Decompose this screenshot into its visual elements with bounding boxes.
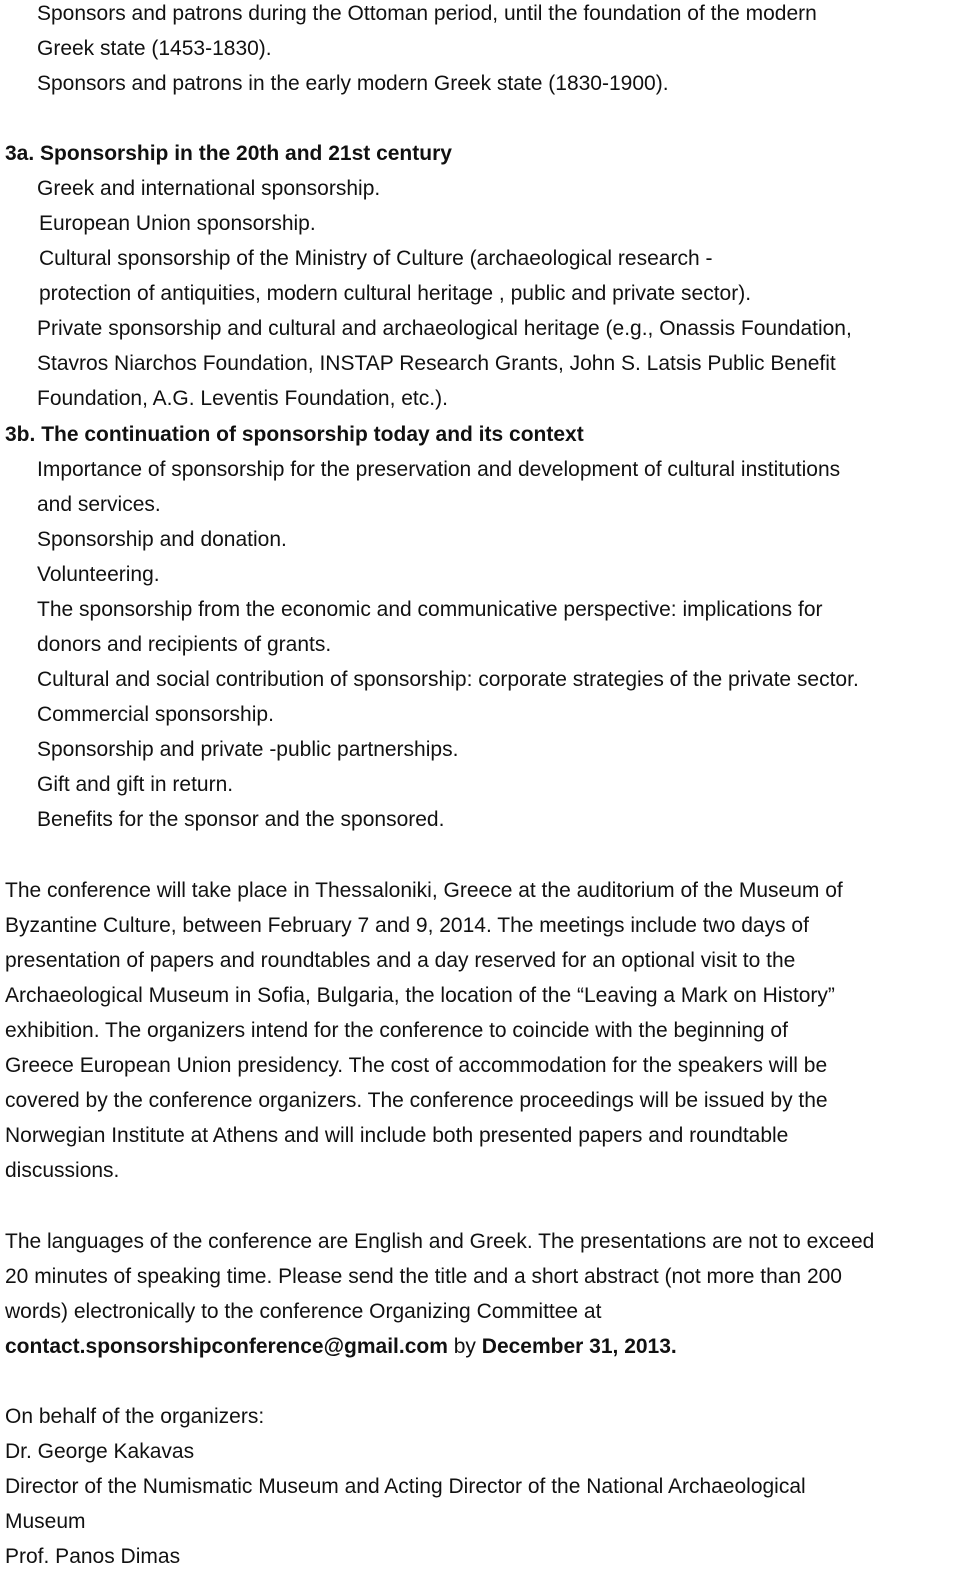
conference-info-line: discussions. [5,1159,120,1182]
section-3b-label: 3b. [5,423,36,446]
section-3a-item: European Union sponsorship. [39,212,316,235]
conference-info-line: exhibition. The organizers intend for the conference to coincide with the beginning of [5,1019,788,1042]
conference-info-line: The conference will take place in Thessaloniki, Greece at the auditorium of the Museum of [5,879,843,902]
languages-info-line: words) electronically to the conference Organizing Committee at [5,1300,602,1323]
section-3b-item: Commercial sponsorship. [37,703,274,726]
submission-by-text: by [447,1335,482,1358]
conference-info-line: Greece European Union presidency. The cost of accommodation for the speakers will be [5,1054,828,1077]
section-3a-item: Foundation, A.G. Leventis Foundation, etc.). [37,387,448,410]
section-3a-item: Greek and international sponsorship. [37,177,381,200]
topic-early-modern: Sponsors and patrons in the early modern Greek state (1830-1900). [37,72,669,95]
section-3b-item: and services. [37,493,161,516]
signatory-name-2: Prof. Panos Dimas [5,1545,181,1568]
section-3a-item: Private sponsorship and cultural and archaeological heritage (e.g., Onassis Foundation, [37,317,852,340]
section-3b-item: donors and recipients of grants. [37,633,332,656]
submission-deadline: December 31, 2013. [481,1335,677,1358]
section-3a-item: Cultural sponsorship of the Ministry of Culture (archaeological research - [39,247,713,270]
languages-info-line: The languages of the conference are English and Greek. The presentations are not to exceed [5,1230,875,1253]
contact-email-link[interactable]: contact.sponsorshipconference@gmail.com [5,1335,448,1358]
section-3b-item: The sponsorship from the economic and communicative perspective: implications for [37,598,823,621]
section-3a-item: protection of antiquities, modern cultural heritage , public and private sector). [39,282,752,305]
section-3a-item: Stavros Niarchos Foundation, INSTAP Research Grants, John S. Latsis Public Benefit [37,352,836,375]
section-3b-title: The continuation of sponsorship today and its context [41,423,584,446]
signatory-title-1: Museum [5,1510,86,1533]
conference-info-line: covered by the conference organizers. The conference proceedings will be issued by the [5,1089,828,1112]
section-3b-item: Gift and gift in return. [37,773,234,796]
conference-info-line: Byzantine Culture, between February 7 and 9, 2014. The meetings include two days of [5,914,809,937]
section-3a-heading: 3a. Sponsorship in the 20th and 21st century [5,142,452,165]
section-3b-item: Importance of sponsorship for the preservation and development of cultural institutions [37,458,841,481]
topic-ottoman-line-2: Greek state (1453-1830). [37,37,272,60]
topic-ottoman-line-1: Sponsors and patrons during the Ottoman period, until the foundation of the modern [37,2,817,25]
languages-info-line: 20 minutes of speaking time. Please send the title and a short abstract (not more than 200 [5,1265,842,1288]
signatory-name-1: Dr. George Kakavas [5,1440,195,1463]
section-3b-item: Sponsorship and donation. [37,528,287,551]
section-3b-heading [5,417,584,452]
conference-info-line: presentation of papers and roundtables and a day reserved for an optional visit to the [5,949,796,972]
section-3b-item: Cultural and social contribution of sponsorship: corporate strategies of the private sector. [37,668,859,691]
submission-line [5,1329,677,1364]
conference-info-line: Archaeological Museum in Sofia, Bulgaria, the location of the “Leaving a Mark on History” [5,984,835,1007]
conference-info-line: Norwegian Institute at Athens and will include both presented papers and roundtable [5,1124,789,1147]
section-3b-item: Sponsorship and private -public partnerships. [37,738,459,761]
section-3b-item: Volunteering. [37,563,160,586]
section-3b-item: Benefits for the sponsor and the sponsored. [37,808,445,831]
signature-intro: On behalf of the organizers: [5,1405,265,1428]
signatory-title-1: Director of the Numismatic Museum and Acting Director of the National Archaeological [5,1475,806,1498]
